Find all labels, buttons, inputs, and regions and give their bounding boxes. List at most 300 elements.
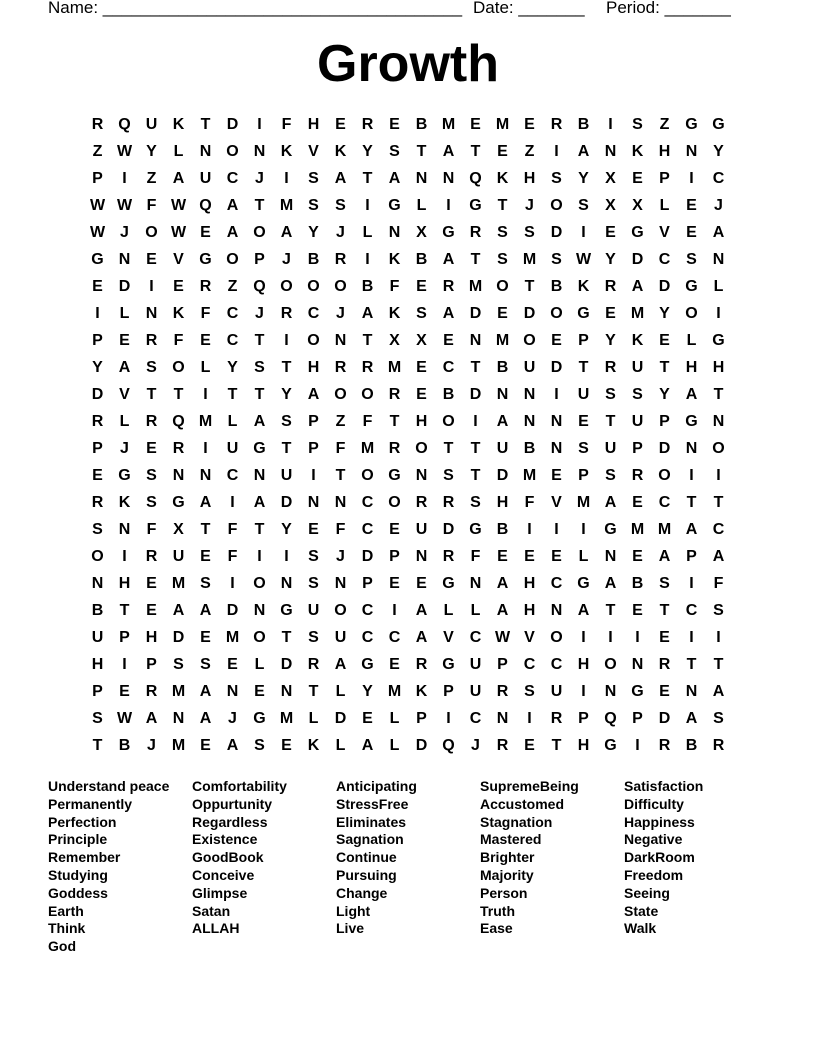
grid-letter: I: [527, 709, 532, 727]
grid-letter: M: [522, 466, 537, 484]
grid-letter: F: [470, 547, 481, 565]
grid-letter: P: [632, 709, 643, 727]
grid-letter: N: [307, 493, 320, 511]
grid-letter: A: [685, 709, 698, 727]
grid-letter: I: [554, 385, 559, 403]
grid-letter: Y: [308, 223, 319, 241]
grid-letter: U: [631, 412, 644, 430]
grid-letter: G: [280, 601, 293, 619]
grid-letter: E: [119, 331, 130, 349]
grid-letter: Q: [172, 412, 185, 430]
grid-letter: B: [496, 520, 509, 538]
name-field[interactable]: Name: ______________________________________: [48, 0, 463, 17]
grid-letter: E: [389, 520, 400, 538]
grid-letter: N: [496, 709, 509, 727]
grid-letter: D: [226, 115, 239, 133]
grid-letter: I: [635, 628, 640, 646]
grid-letter: E: [605, 304, 616, 322]
grid-letter: T: [659, 358, 670, 376]
word-bank-item: Freedom: [624, 866, 684, 883]
grid-letter: R: [145, 547, 158, 565]
grid-letter: U: [334, 628, 347, 646]
grid-letter: G: [253, 709, 266, 727]
word-bank-item: Live: [336, 920, 365, 937]
grid-letter: W: [170, 196, 187, 214]
word-bank-item: God: [48, 938, 76, 955]
grid-row: [84, 462, 732, 489]
grid-letter: C: [685, 601, 698, 619]
grid-letter: A: [118, 358, 131, 376]
grid-letter: N: [469, 331, 482, 349]
grid-row: [84, 651, 732, 678]
grid-letter: J: [336, 304, 345, 322]
grid-letter: R: [604, 358, 617, 376]
grid-letter: I: [365, 196, 370, 214]
grid-letter: N: [685, 439, 698, 457]
grid-letter: V: [524, 628, 535, 646]
grid-letter: C: [361, 601, 374, 619]
grid-letter: I: [554, 520, 559, 538]
grid-letter: Q: [199, 196, 212, 214]
period-field[interactable]: Period: _______: [606, 0, 731, 17]
grid-letter: F: [362, 412, 373, 430]
grid-letter: L: [254, 655, 265, 673]
grid-letter: R: [388, 385, 401, 403]
grid-letter: S: [146, 493, 157, 511]
grid-letter: A: [388, 169, 401, 187]
word-bank-item: Continue: [336, 849, 397, 866]
grid-letter: F: [713, 574, 724, 592]
grid-letter: T: [497, 196, 508, 214]
word-bank-item: Principle: [48, 831, 108, 848]
grid-letter: C: [550, 655, 563, 673]
grid-letter: T: [254, 196, 265, 214]
grid-letter: B: [91, 601, 104, 619]
grid-letter: U: [631, 358, 644, 376]
grid-letter: Y: [146, 142, 157, 160]
grid-letter: K: [118, 493, 131, 511]
grid-letter: G: [442, 574, 455, 592]
grid-letter: M: [495, 331, 510, 349]
grid-letter: K: [577, 277, 590, 295]
grid-letter: T: [605, 601, 616, 619]
grid-letter: R: [334, 358, 347, 376]
grid-letter: C: [226, 466, 239, 484]
grid-letter: R: [469, 223, 482, 241]
grid-letter: A: [280, 223, 293, 241]
word-bank-item: Pursuing: [336, 866, 397, 883]
word-bank-column: [192, 778, 336, 938]
grid-letter: R: [550, 709, 563, 727]
grid-letter: D: [523, 304, 536, 322]
grid-letter: Q: [469, 169, 482, 187]
grid-letter: E: [119, 682, 130, 700]
grid-letter: B: [118, 736, 131, 754]
grid-letter: E: [92, 277, 103, 295]
grid-letter: W: [116, 196, 133, 214]
grid-letter: T: [254, 520, 265, 538]
grid-letter: A: [631, 277, 644, 295]
grid-letter: P: [362, 574, 373, 592]
grid-letter: Z: [524, 142, 535, 160]
worksheet-header: [48, 0, 748, 20]
grid-letter: B: [361, 277, 374, 295]
grid-letter: R: [415, 493, 428, 511]
grid-letter: O: [334, 277, 347, 295]
grid-letter: Y: [281, 385, 292, 403]
grid-letter: E: [551, 331, 562, 349]
grid-letter: E: [605, 223, 616, 241]
grid-letter: U: [604, 439, 617, 457]
grid-letter: E: [416, 277, 427, 295]
grid-letter: G: [712, 331, 725, 349]
grid-letter: I: [689, 628, 694, 646]
grid-letter: C: [361, 493, 374, 511]
grid-letter: S: [605, 466, 616, 484]
grid-letter: R: [334, 250, 347, 268]
grid-letter: Y: [605, 331, 616, 349]
grid-letter: H: [145, 628, 158, 646]
grid-letter: L: [659, 196, 670, 214]
grid-letter: K: [415, 682, 428, 700]
grid-letter: E: [497, 142, 508, 160]
grid-letter: S: [308, 169, 319, 187]
grid-letter: R: [496, 682, 509, 700]
grid-letter: E: [281, 736, 292, 754]
grid-letter: G: [577, 574, 590, 592]
grid-letter: L: [200, 358, 211, 376]
grid-letter: T: [389, 412, 400, 430]
grid-row: [84, 732, 732, 759]
grid-letter: F: [146, 520, 157, 538]
grid-letter: E: [686, 196, 697, 214]
grid-letter: O: [550, 196, 563, 214]
grid-letter: I: [230, 493, 235, 511]
grid-letter: S: [443, 466, 454, 484]
grid-letter: E: [686, 223, 697, 241]
grid-letter: T: [659, 601, 670, 619]
grid-letter: B: [415, 115, 428, 133]
grid-letter: N: [469, 574, 482, 592]
grid-row: [84, 273, 732, 300]
grid-letter: I: [203, 385, 208, 403]
grid-letter: Y: [362, 682, 373, 700]
grid-letter: D: [658, 277, 671, 295]
grid-letter: A: [307, 385, 320, 403]
grid-letter: C: [361, 520, 374, 538]
grid-letter: N: [334, 493, 347, 511]
grid-letter: T: [713, 385, 724, 403]
grid-letter: E: [173, 277, 184, 295]
grid-letter: Z: [227, 277, 238, 295]
grid-letter: P: [308, 439, 319, 457]
grid-letter: E: [200, 736, 211, 754]
word-bank-item: StressFree: [336, 795, 409, 812]
grid-letter: N: [712, 250, 725, 268]
grid-letter: M: [171, 574, 186, 592]
grid-letter: R: [442, 493, 455, 511]
grid-letter: J: [255, 304, 264, 322]
grid-letter: E: [659, 682, 670, 700]
grid-letter: E: [632, 169, 643, 187]
grid-letter: C: [226, 331, 239, 349]
grid-letter: C: [658, 250, 671, 268]
grid-letter: W: [89, 196, 106, 214]
grid-letter: G: [91, 250, 104, 268]
grid-letter: W: [575, 250, 592, 268]
grid-letter: T: [443, 439, 454, 457]
grid-letter: S: [254, 358, 265, 376]
grid-letter: F: [281, 115, 292, 133]
grid-letter: H: [577, 736, 590, 754]
grid-letter: J: [282, 250, 291, 268]
grid-row: [84, 165, 732, 192]
word-bank-item: SupremeBeing: [480, 778, 579, 794]
grid-letter: Y: [659, 385, 670, 403]
word-bank-column: [480, 778, 624, 938]
grid-letter: E: [389, 574, 400, 592]
grid-letter: A: [172, 169, 185, 187]
grid-letter: L: [443, 601, 454, 619]
grid-letter: C: [712, 520, 725, 538]
grid-letter: I: [122, 655, 127, 673]
grid-letter: S: [470, 493, 481, 511]
grid-letter: F: [335, 439, 346, 457]
grid-letter: H: [307, 358, 320, 376]
grid-letter: T: [254, 385, 265, 403]
grid-letter: R: [442, 547, 455, 565]
grid-row: [84, 705, 732, 732]
grid-letter: I: [716, 304, 721, 322]
grid-letter: R: [91, 493, 104, 511]
grid-letter: N: [172, 709, 185, 727]
grid-letter: C: [442, 358, 455, 376]
grid-letter: N: [280, 574, 293, 592]
grid-letter: A: [226, 223, 239, 241]
grid-letter: S: [632, 115, 643, 133]
grid-letter: I: [527, 520, 532, 538]
grid-letter: L: [119, 304, 130, 322]
grid-row: [84, 381, 732, 408]
grid-letter: N: [523, 412, 536, 430]
grid-letter: A: [712, 223, 725, 241]
grid-letter: U: [172, 547, 185, 565]
grid-letter: O: [307, 331, 320, 349]
grid-letter: I: [581, 223, 586, 241]
grid-letter: S: [308, 547, 319, 565]
grid-letter: R: [658, 736, 671, 754]
grid-letter: L: [578, 547, 589, 565]
word-bank-item: GoodBook: [192, 849, 264, 866]
grid-letter: G: [172, 493, 185, 511]
grid-letter: A: [334, 169, 347, 187]
word-bank-item: Understand peace: [48, 778, 170, 794]
grid-letter: C: [388, 628, 401, 646]
grid-letter: A: [253, 412, 266, 430]
grid-letter: S: [497, 223, 508, 241]
grid-letter: E: [416, 385, 427, 403]
grid-letter: S: [551, 169, 562, 187]
grid-letter: I: [284, 169, 289, 187]
grid-letter: E: [497, 304, 508, 322]
word-bank-item: Brighter: [480, 849, 535, 866]
grid-letter: T: [470, 250, 481, 268]
grid-letter: M: [387, 358, 402, 376]
grid-letter: S: [254, 736, 265, 754]
grid-letter: R: [361, 358, 374, 376]
grid-letter: C: [550, 574, 563, 592]
grid-letter: O: [226, 142, 239, 160]
grid-letter: A: [604, 574, 617, 592]
grid-letter: J: [714, 196, 723, 214]
word-bank-item: Permanently: [48, 795, 133, 812]
grid-letter: H: [712, 358, 725, 376]
grid-letter: R: [361, 115, 374, 133]
grid-letter: G: [685, 277, 698, 295]
grid-letter: M: [630, 304, 645, 322]
grid-letter: Q: [604, 709, 617, 727]
grid-letter: A: [442, 304, 455, 322]
grid-letter: E: [227, 655, 238, 673]
grid-letter: U: [280, 466, 293, 484]
word-bank-item: Majority: [480, 866, 534, 883]
grid-letter: E: [659, 331, 670, 349]
word-bank-item: Person: [480, 884, 528, 901]
grid-letter: J: [147, 736, 156, 754]
grid-letter: S: [308, 196, 319, 214]
grid-letter: T: [335, 466, 346, 484]
grid-letter: E: [146, 250, 157, 268]
grid-letter: O: [550, 628, 563, 646]
grid-letter: P: [389, 547, 400, 565]
grid-letter: E: [389, 115, 400, 133]
grid-letter: N: [550, 412, 563, 430]
grid-letter: O: [307, 277, 320, 295]
grid-letter: S: [308, 628, 319, 646]
grid-letter: O: [334, 385, 347, 403]
grid-letter: B: [550, 277, 563, 295]
grid-letter: N: [550, 439, 563, 457]
grid-letter: R: [631, 466, 644, 484]
grid-letter: R: [145, 412, 158, 430]
grid-letter: U: [577, 385, 590, 403]
grid-letter: G: [604, 736, 617, 754]
grid-letter: W: [116, 709, 133, 727]
grid-letter: D: [469, 304, 482, 322]
grid-letter: N: [631, 655, 644, 673]
grid-letter: X: [605, 169, 616, 187]
word-bank-item: ALLAH: [192, 920, 240, 937]
grid-letter: I: [311, 466, 316, 484]
grid-letter: N: [685, 682, 698, 700]
grid-row: [84, 111, 732, 138]
word-bank-item: Difficulty: [624, 795, 684, 812]
grid-letter: Z: [335, 412, 346, 430]
grid-letter: W: [116, 142, 133, 160]
grid-letter: I: [284, 331, 289, 349]
grid-letter: V: [173, 250, 184, 268]
grid-letter: S: [659, 574, 670, 592]
letter-grid: [84, 111, 732, 759]
grid-letter: Q: [442, 736, 455, 754]
grid-letter: M: [495, 115, 510, 133]
grid-letter: H: [91, 655, 104, 673]
grid-letter: N: [118, 520, 131, 538]
grid-letter: S: [173, 655, 184, 673]
grid-letter: C: [523, 655, 536, 673]
word-bank-item: State: [624, 902, 659, 919]
grid-letter: R: [658, 655, 671, 673]
grid-letter: E: [497, 547, 508, 565]
word-bank-item: Truth: [480, 902, 515, 919]
grid-letter: A: [442, 250, 455, 268]
grid-letter: E: [659, 628, 670, 646]
grid-letter: V: [551, 493, 562, 511]
grid-letter: S: [200, 655, 211, 673]
grid-letter: K: [280, 142, 293, 160]
grid-letter: Y: [281, 520, 292, 538]
grid-letter: G: [442, 655, 455, 673]
grid-letter: Y: [713, 142, 724, 160]
date-field[interactable]: Date: _______: [473, 0, 585, 17]
grid-letter: I: [149, 277, 154, 295]
grid-letter: Y: [362, 142, 373, 160]
grid-letter: M: [468, 277, 483, 295]
grid-letter: B: [523, 439, 536, 457]
grid-letter: A: [145, 709, 158, 727]
grid-letter: D: [415, 736, 428, 754]
grid-letter: L: [470, 601, 481, 619]
grid-letter: N: [604, 547, 617, 565]
grid-letter: R: [280, 304, 293, 322]
grid-letter: K: [631, 331, 644, 349]
grid-letter: R: [604, 277, 617, 295]
grid-letter: N: [334, 574, 347, 592]
grid-letter: C: [469, 628, 482, 646]
grid-letter: A: [712, 682, 725, 700]
grid-letter: D: [658, 709, 671, 727]
grid-letter: F: [335, 520, 346, 538]
grid-letter: I: [608, 115, 613, 133]
grid-letter: O: [658, 466, 671, 484]
grid-letter: N: [199, 142, 212, 160]
grid-letter: E: [524, 736, 535, 754]
grid-letter: I: [608, 628, 613, 646]
grid-letter: O: [334, 601, 347, 619]
grid-letter: X: [605, 196, 616, 214]
grid-letter: T: [362, 169, 373, 187]
grid-letter: P: [119, 628, 130, 646]
grid-letter: P: [578, 709, 589, 727]
grid-letter: A: [658, 547, 671, 565]
grid-letter: J: [120, 223, 129, 241]
page-title: Growth: [317, 35, 499, 93]
grid-letter: I: [689, 169, 694, 187]
grid-letter: K: [334, 142, 347, 160]
grid-letter: F: [524, 493, 535, 511]
grid-row: [84, 624, 732, 651]
grid-letter: G: [685, 412, 698, 430]
grid-letter: L: [119, 412, 130, 430]
word-bank-item: Anticipating: [336, 778, 417, 794]
grid-letter: X: [173, 520, 184, 538]
grid-letter: G: [577, 304, 590, 322]
grid-letter: D: [442, 520, 455, 538]
grid-letter: S: [92, 709, 103, 727]
grid-letter: L: [335, 682, 346, 700]
grid-letter: P: [443, 682, 454, 700]
word-bank-item: Seeing: [624, 884, 670, 901]
